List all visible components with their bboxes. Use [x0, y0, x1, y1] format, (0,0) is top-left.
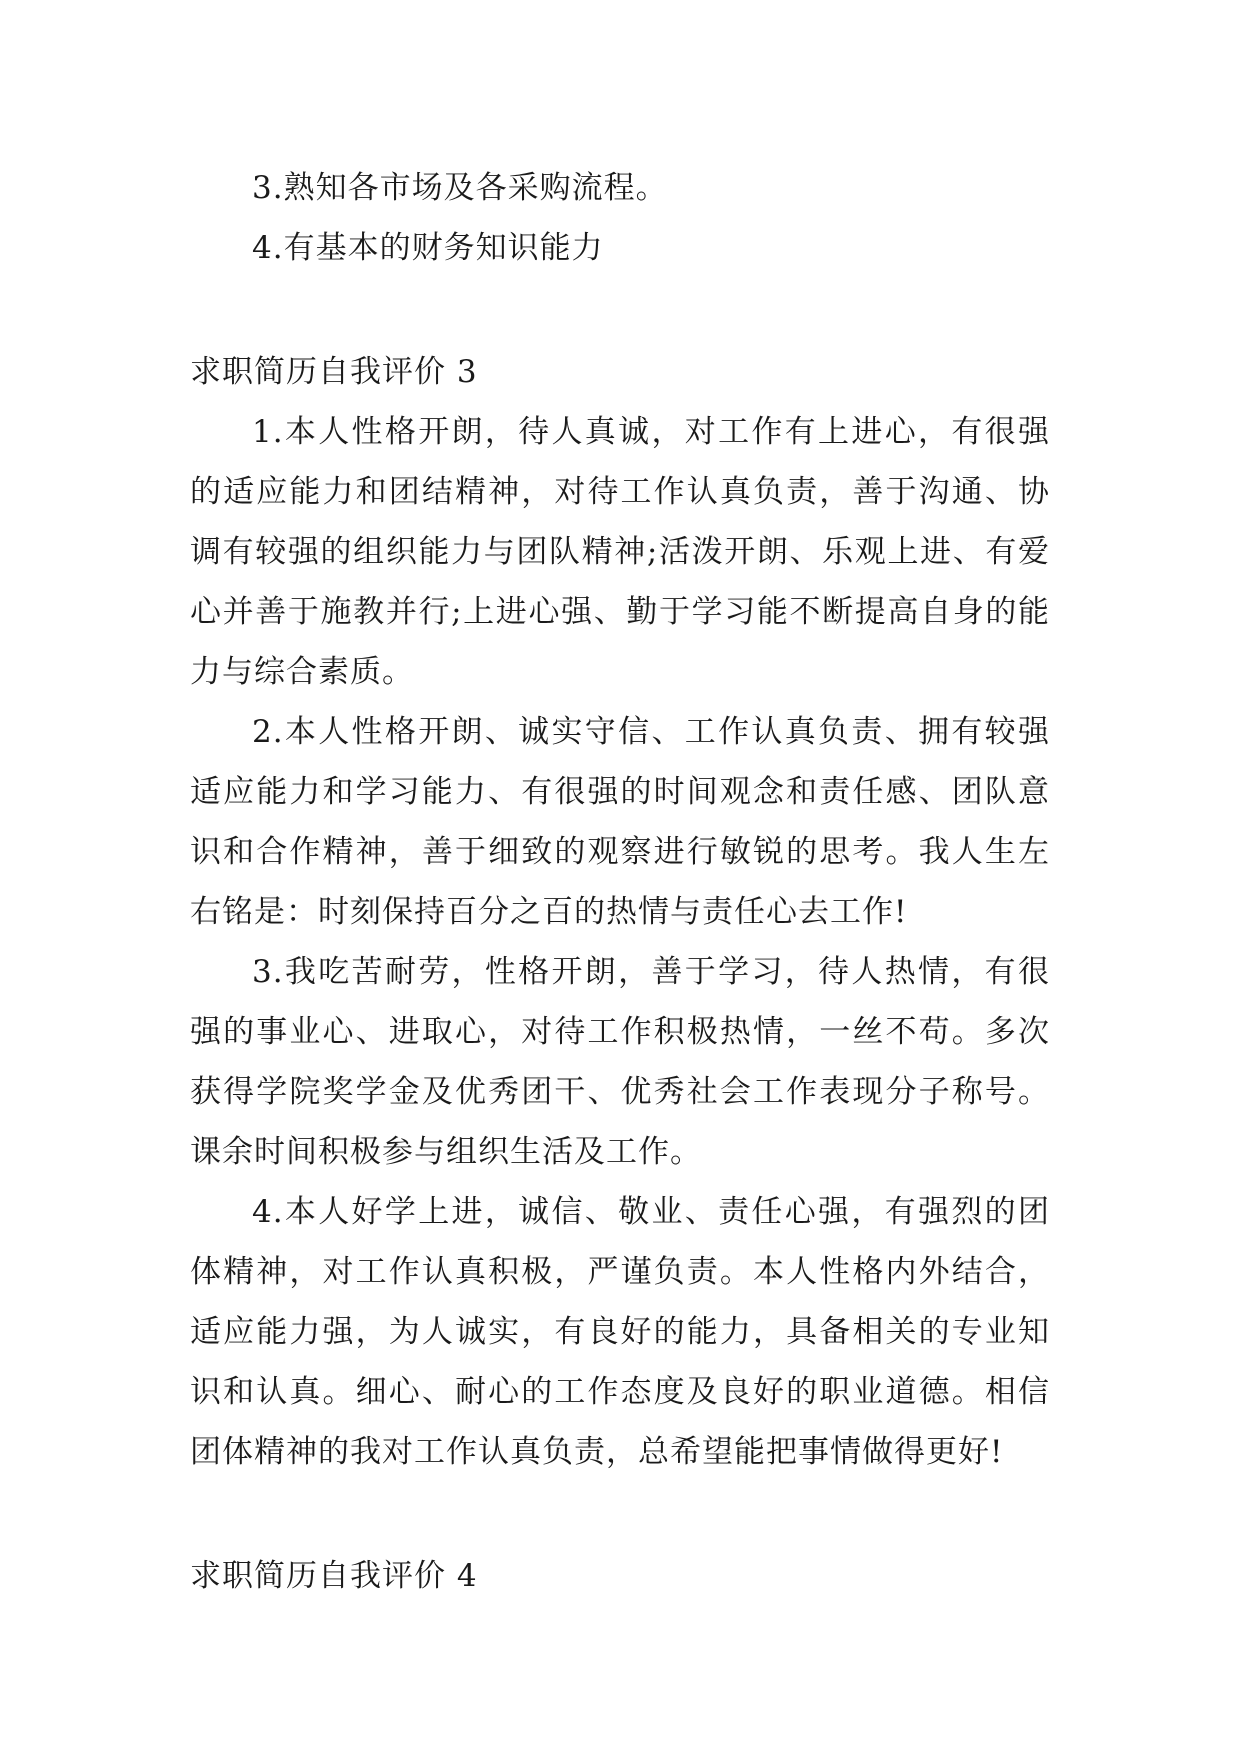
document-body: [190, 158, 1050, 1606]
paragraph-item: 3.我吃苦耐劳，性格开朗，善于学习，待人热情，有很强的事业心、进取心，对待工作积极热情，一丝不苟。多次获得学院奖学金及优秀团干、优秀社会工作表现分子称号。课余时间积极参与组织生活及工作。: [190, 954, 1050, 1170]
paragraph-item: 1.本人性格开朗，待人真诚，对工作有上进心，有很强的适应能力和团结精神，对待工作认真负责，善于沟通、协调有较强的组织能力与团队精神;活泼开朗、乐观上进、有爱心并善于施教并行;上进心强、勤于学习能不断提高自身的能力与综合素质。: [190, 414, 1050, 690]
section-heading: 求职简历自我评价 4: [190, 1558, 478, 1594]
section-heading: 求职简历自我评价 3: [190, 354, 478, 390]
list-item: 4.有基本的财务知识能力: [252, 230, 604, 266]
paragraph-item: 4.本人好学上进，诚信、敬业、责任心强，有强烈的团体精神，对工作认真积极，严谨负责。本人性格内外结合，适应能力强，为人诚实，有良好的能力，具备相关的专业知识和认真。细心、耐心的工作态度及良好的职业道德。相信团体精神的我对工作认真负责，总希望能把事情做得更好!: [190, 1194, 1050, 1470]
paragraph-item: 2.本人性格开朗、诚实守信、工作认真负责、拥有较强适应能力和学习能力、有很强的时间观念和责任感、团队意识和合作精神，善于细致的观察进行敏锐的思考。我人生左右铭是：时刻保持百分之百的热情与责任心去工作!: [190, 714, 1050, 930]
list-item: 3.熟知各市场及各采购流程。: [252, 170, 668, 206]
